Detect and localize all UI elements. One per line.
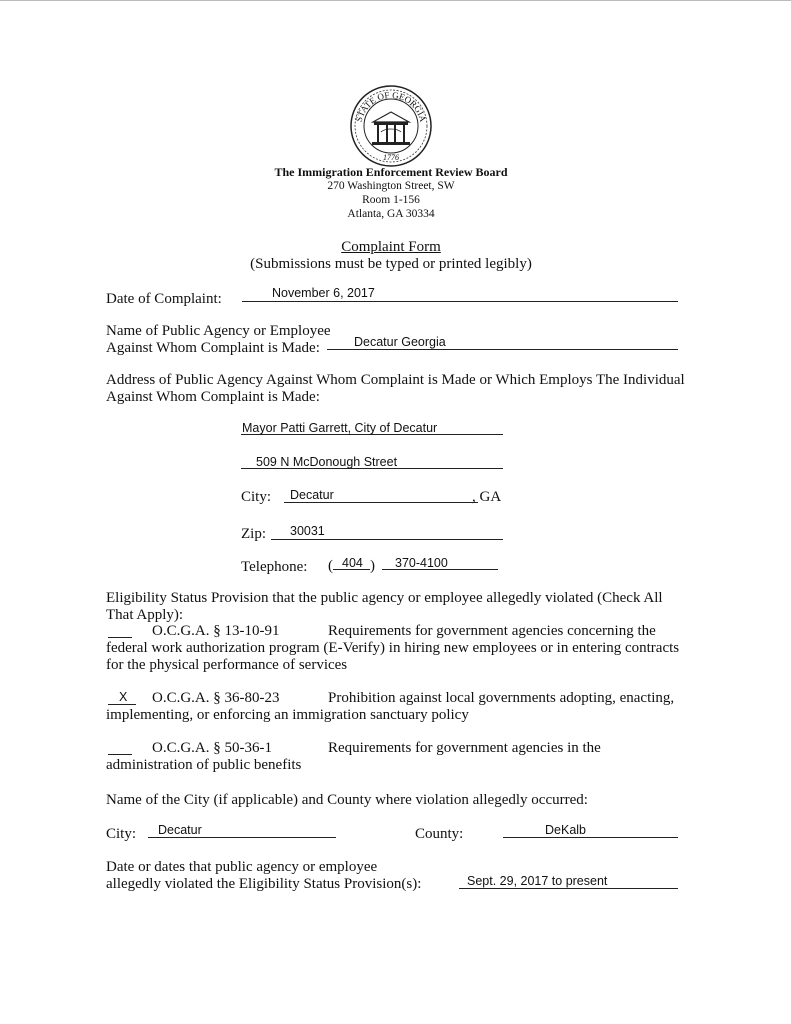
board-street: 270 Washington Street, SW (327, 180, 455, 192)
address-line2-field[interactable]: 509 N McDonough Street (256, 455, 398, 469)
page-top-edge (0, 0, 791, 1)
provision-desc-line1: Prohibition against local governments adopting, enacting, (328, 690, 675, 706)
date-underline (242, 301, 678, 302)
provision-desc-line2: administration of public benefits (106, 757, 302, 773)
eligibility-intro-line2: That Apply): (106, 607, 184, 623)
agency-name-field[interactable]: Decatur Georgia (354, 335, 446, 349)
phone-number-field[interactable]: 370-4100 (395, 556, 448, 570)
city-label: City: (241, 489, 272, 505)
county-underline (503, 837, 678, 838)
violation-dates-underline (459, 888, 678, 889)
provision-desc-line1: Requirements for government agencies in the (328, 740, 601, 756)
board-city: Atlanta, GA 30334 (347, 208, 435, 220)
provision-checkbox[interactable] (108, 704, 136, 705)
location-city-label: City: (106, 826, 137, 842)
violation-dates-label-line2: allegedly violated the Eligibility Status Provision(s): (106, 876, 422, 892)
date-of-complaint-field[interactable]: November 6, 2017 (272, 286, 375, 300)
violation-dates-field[interactable]: Sept. 29, 2017 to present (467, 874, 608, 888)
provision-code: O.C.G.A. § 36-80-23 (152, 690, 280, 706)
location-city-field[interactable]: Decatur (158, 823, 202, 837)
board-room: Room 1-156 (362, 194, 420, 206)
address-line1-field[interactable]: Mayor Patti Garrett, City of Decatur (242, 421, 438, 435)
county-field[interactable]: DeKalb (545, 823, 586, 837)
eligibility-intro-line1: Eligibility Status Provision that the public agency or employee allegedly violated (Check All (106, 590, 663, 606)
provision-code: O.C.G.A. § 50-36-1 (152, 740, 272, 756)
date-of-complaint-label: Date of Complaint: (106, 291, 222, 307)
phone-close-paren: ) (370, 558, 375, 574)
provision-check-mark: X (119, 690, 128, 704)
violation-dates-label-line1: Date or dates that public agency or employee (106, 859, 378, 875)
telephone-label: Telephone: (241, 559, 308, 575)
board-name: The Immigration Enforcement Review Board (274, 165, 508, 179)
area-code-field[interactable]: 404 (342, 556, 363, 570)
svg-text:STATE OF GEORGIA: STATE OF GEORGIA (353, 89, 429, 123)
agency-label-line2: Against Whom Complaint is Made: (106, 340, 320, 356)
county-label: County: (415, 826, 464, 842)
city-underline (284, 502, 478, 503)
form-title: Complaint Form (341, 239, 441, 255)
provision-desc-line2: federal work authorization program (E-Verify) in hiring new employees or in entering contracts (106, 640, 680, 656)
zip-label: Zip: (241, 526, 266, 542)
provision-checkbox[interactable] (108, 637, 132, 638)
provision-desc-line3: for the physical performance of services (106, 657, 348, 673)
address-label-line1: Address of Public Agency Against Whom Complaint is Made or Which Employs The Individual (106, 372, 685, 388)
agency-label-line1: Name of Public Agency or Employee (106, 323, 331, 339)
zip-underline (271, 539, 503, 540)
state-suffix: , GA (472, 489, 502, 505)
provision-checkbox[interactable] (108, 754, 132, 755)
agency-underline (327, 349, 678, 350)
form-subtitle: (Submissions must be typed or printed legibly) (250, 256, 532, 272)
address-label-line2: Against Whom Complaint is Made: (106, 389, 320, 405)
zip-field[interactable]: 30031 (290, 524, 325, 538)
city-field[interactable]: Decatur (290, 488, 334, 502)
seal-year: 1776 (383, 153, 399, 162)
provision-code: O.C.G.A. § 13-10-91 (152, 623, 280, 639)
georgia-state-seal (345, 84, 437, 168)
phone-open-paren: ( (328, 558, 333, 574)
location-intro: Name of the City (if applicable) and County where violation allegedly occurred: (106, 792, 588, 808)
location-city-underline (148, 837, 336, 838)
provision-desc-line2: implementing, or enforcing an immigration sanctuary policy (106, 707, 469, 723)
provision-desc-line1: Requirements for government agencies concerning the (328, 623, 656, 639)
